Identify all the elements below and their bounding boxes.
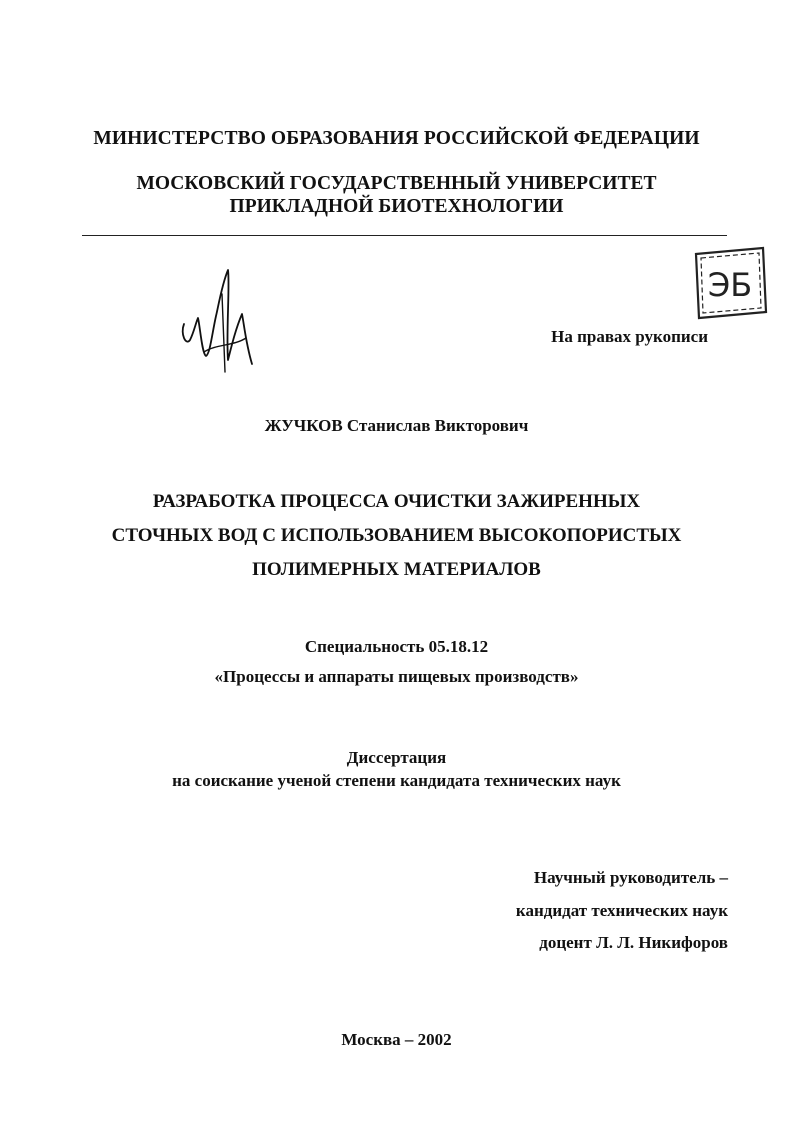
manuscript-rights-note: На правах рукописи bbox=[551, 327, 708, 346]
stamp-text: ЭБ bbox=[707, 266, 753, 304]
ministry-heading: МИНИСТЕРСТВО ОБРАЗОВАНИЯ РОССИЙСКОЙ ФЕДЕРАЦИИ bbox=[93, 128, 700, 149]
author-name: ЖУЧКОВ Станислав Викторович bbox=[264, 416, 529, 435]
thesis-title-line1: РАЗРАБОТКА ПРОЦЕССА ОЧИСТКИ ЗАЖИРЕННЫХ bbox=[152, 491, 641, 512]
university-name-line1: МОСКОВСКИЙ ГОСУДАРСТВЕННЫЙ УНИВЕРСИТЕТ bbox=[136, 173, 657, 194]
city-year: Москва – 2002 bbox=[341, 1030, 452, 1049]
dissertation-degree: на соискание ученой степени кандидата технических наук bbox=[172, 771, 621, 790]
specialty-code: Специальность 05.18.12 bbox=[304, 637, 489, 656]
supervisor-name: доцент Л. Л. Никифоров bbox=[539, 933, 728, 952]
specialty-name: «Процессы и аппараты пищевых производств» bbox=[214, 667, 579, 686]
supervisor-label: Научный руководитель – bbox=[533, 868, 728, 887]
eb-stamp-icon bbox=[693, 246, 768, 321]
dissertation-label: Диссертация bbox=[346, 748, 447, 767]
university-name-line2: ПРИКЛАДНОЙ БИОТЕХНОЛОГИИ bbox=[229, 196, 564, 217]
thesis-title-line2: СТОЧНЫХ ВОД С ИСПОЛЬЗОВАНИЕМ ВЫСОКОПОРИСТЫХ bbox=[111, 525, 682, 546]
thesis-title-line3: ПОЛИМЕРНЫХ МАТЕРИАЛОВ bbox=[252, 559, 541, 580]
supervisor-degree: кандидат технических наук bbox=[515, 901, 728, 920]
header-divider bbox=[82, 235, 727, 236]
signature-icon bbox=[176, 264, 260, 376]
